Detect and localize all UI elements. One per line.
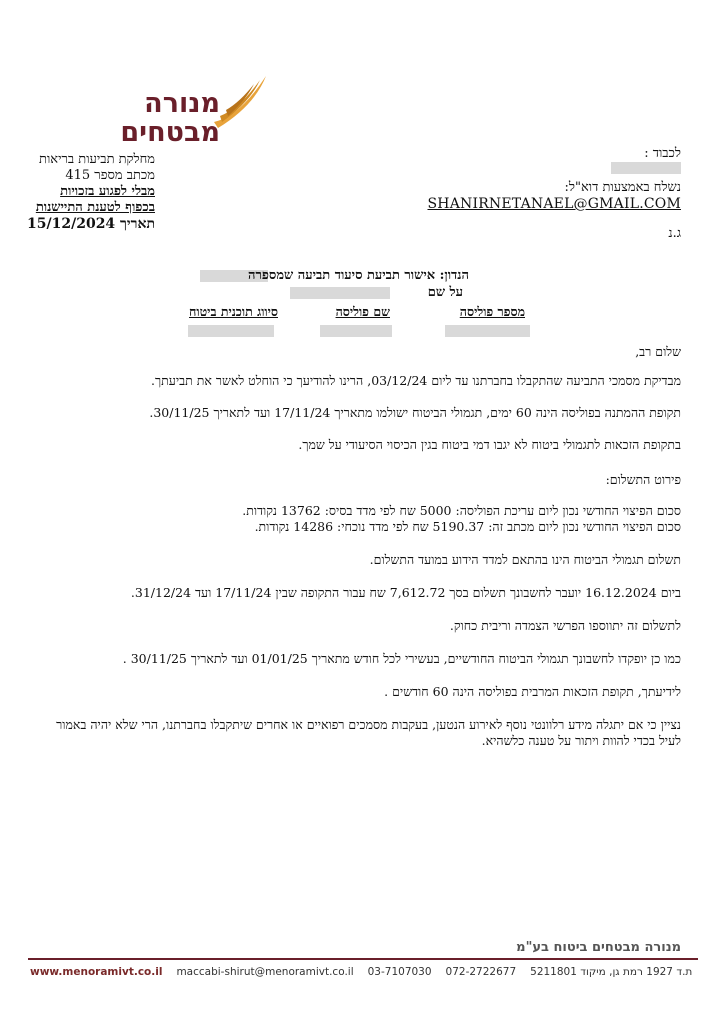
logo-text bbox=[120, 90, 220, 146]
statute-note: בכפוף לטענת התיישנות bbox=[35, 200, 155, 215]
footer-address: ת.ד 1927 רמת גן, מיקוד 5211801 bbox=[530, 966, 693, 978]
policy-number-redacted bbox=[445, 322, 530, 341]
paragraph-premium-waiver: בתקופת הזכאות לתגמולי ביטוח לא יגבו דמי ביטוח בגין הכיסוי הסיעודי על שמך. bbox=[298, 437, 681, 452]
footer-contacts bbox=[30, 966, 693, 978]
footer-divider bbox=[28, 958, 698, 960]
paragraph-monthly-deposits: כמו כן יופקדו לחשבונך תגמולי הביטוח החודשיים, בעשירי לכל חודש מתאריך 01/01/25 ועד לתאריך 30/11/25 . bbox=[122, 651, 681, 666]
paragraph-base-amount: סכום הפיצוי החודשי נכון ליום עריכת הפוליסה: 5000 שח לפי מדד בסיס: 13762 נקודות. bbox=[242, 503, 681, 518]
col-plan-type: סיווג תוכנית ביטוח bbox=[189, 304, 278, 319]
salutation: שלום רב, bbox=[635, 344, 681, 359]
paragraph-index-note: תשלום תגמולי הביטוח הינו בהתאם למדד הידוע במועד התשלום. bbox=[369, 552, 681, 567]
to-label: לכבוד : bbox=[644, 146, 681, 161]
department-block bbox=[27, 152, 155, 232]
greeting-short: ג.נ bbox=[668, 226, 681, 241]
sent-via-label: נשלח באמצעות דוא"ל: bbox=[564, 180, 681, 195]
recipient-block bbox=[428, 145, 682, 242]
date-value: 15/12/2024 bbox=[27, 216, 116, 232]
subject-name-line: על שם bbox=[427, 285, 463, 300]
col-policy-number: מספר פוליסה bbox=[459, 304, 525, 319]
logo-line-2: מבטחים bbox=[120, 117, 220, 148]
paragraph-approval: מבדיקת מסמכי התביעה שהתקבלו בחברתנו עד ליום 03/12/24, הרינו להודיעך כי הוחלט לאשר את תביעתך. bbox=[151, 373, 681, 388]
recipient-email: SHANIRNETANAEL@GMAIL.COM bbox=[427, 196, 681, 212]
paragraph-max-period: לידיעתך, תקופת הזכאות המרבית בפוליסה הינה 60 חודשים . bbox=[384, 684, 681, 699]
footer-website[interactable]: www.menoramivt.co.il bbox=[30, 966, 163, 978]
footer-phone-1: 072-2722677 bbox=[445, 966, 517, 978]
insured-name-redacted bbox=[290, 284, 390, 303]
recipient-name-redacted bbox=[428, 162, 682, 179]
col-policy-name: שם פוליסה bbox=[335, 304, 390, 319]
paragraph-transfer: ביום 16.12.2024 יועבר לחשבונך תשלום בסך 7,612.72 שח עבור התקופה שבין 17/11/24 ועד 31/12/24. bbox=[130, 585, 681, 600]
without-prejudice-note: מבלי לפגוע בזכויות bbox=[60, 184, 155, 199]
policy-name-redacted bbox=[320, 322, 392, 341]
paragraph-current-amount: סכום הפיצוי החודשי נכון ליום מכתב זה: 5190.37 שח לפי מדד נוכחי: 14286 נקודות. bbox=[254, 519, 681, 534]
footer-phone-2: 03-7107030 bbox=[367, 966, 432, 978]
subject-line: הנדון: אישור תביעת סיעוד תביעה שמספרה bbox=[248, 268, 469, 283]
paragraph-linkage: לתשלום זה יתווספו הפרשי הצמדה וריבית כחוק. bbox=[449, 618, 681, 633]
footer-email[interactable]: maccabi-shirut@menoramivt.co.il bbox=[176, 966, 354, 978]
payment-details-heading: פירוט התשלום: bbox=[605, 472, 681, 487]
plan-type-redacted bbox=[188, 322, 274, 341]
paragraph-waiting-period: תקופת ההמתנה בפוליסה הינה 60 ימים, תגמולי הביטוח ישולמו מתאריך 17/11/24 ועד לתאריך 30/11/25. bbox=[149, 405, 681, 420]
letter-number: מכתב מספר 415 bbox=[65, 168, 155, 183]
paragraph-disclaimer: נציין כי אם יתגלה מידע רלוונטי נוסף לאירוע הנטען, בעקבות מסמכים רפואיים או אחרים שיתקבלו בחברתנו, הרי שלא יהיה באמור לעיל בכדי להוות ויתור על טענה כלשהיא. bbox=[56, 717, 681, 748]
footer-company: מנורה מבטחים ביטוח בע"מ bbox=[516, 940, 681, 955]
letter-date bbox=[27, 216, 155, 232]
logo-line-1: מנורה bbox=[144, 88, 220, 119]
date-label: תאריך bbox=[120, 216, 155, 232]
department-name: מחלקת תביעות בריאות bbox=[39, 152, 155, 167]
